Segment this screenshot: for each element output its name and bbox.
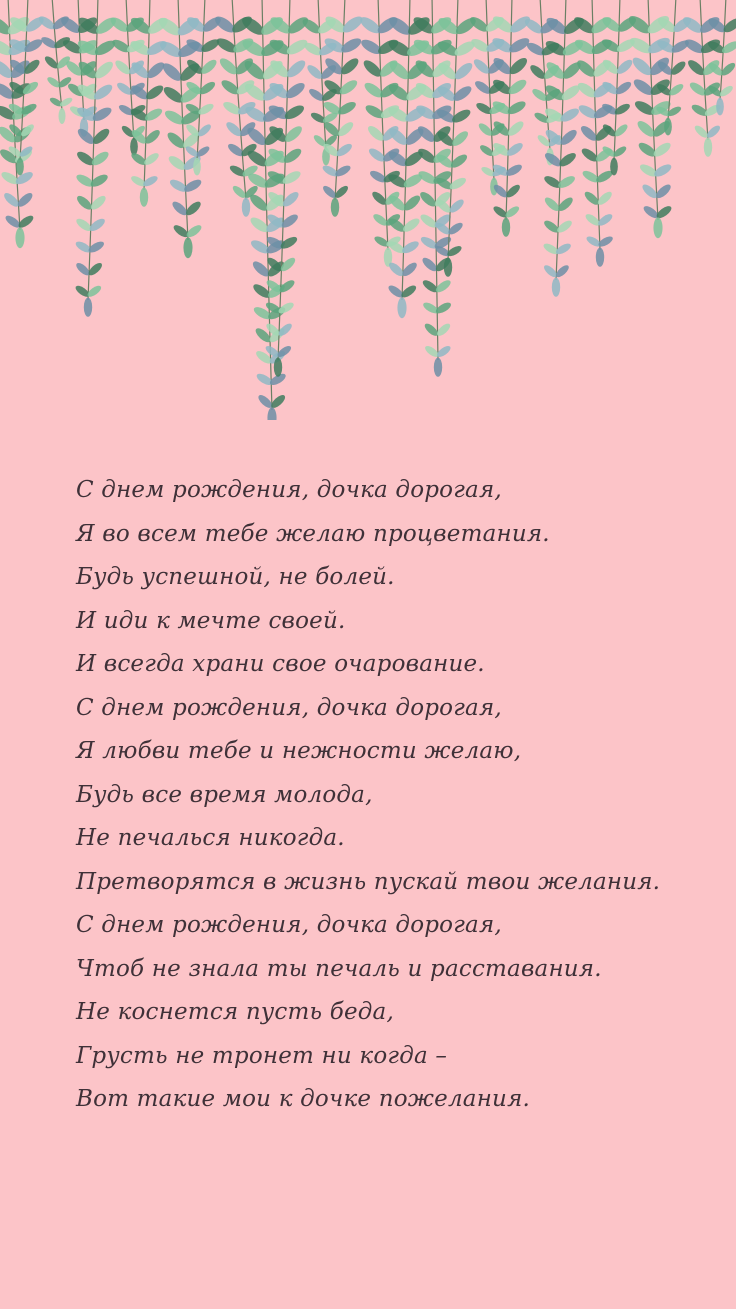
leaf-shape (267, 407, 276, 420)
branch-stem (592, 0, 600, 250)
poem-line: С днем рождения, дочка дорогая, (76, 477, 502, 503)
leaf-shape (704, 138, 712, 157)
leaf-shape (502, 218, 510, 237)
leaf-shape (59, 108, 66, 124)
branch-stem (52, 0, 62, 110)
hanging-leaves-illustration (0, 0, 736, 420)
poem-line: С днем рождения, дочка дорогая, (76, 694, 502, 721)
leaf-shape (130, 138, 138, 156)
branch-stem (668, 0, 676, 120)
poem-line: И иди к мечте своей. (76, 607, 346, 634)
poem-line: С днем рождения, дочка дорогая, (76, 912, 502, 938)
leaf-shape (653, 217, 662, 238)
leaf-shape (716, 98, 724, 116)
leaf-shape (140, 188, 148, 207)
leaf-shape (397, 297, 406, 318)
leaf-shape (16, 158, 24, 176)
poem-line: Грусть не тронет ни когда – (76, 1042, 448, 1069)
poem-line: И всегда храни свое очарование. (76, 651, 485, 677)
poem-line: Я любви тебе и нежности желаю, (76, 738, 522, 764)
leaf-branch (490, 0, 532, 237)
poem-line: Не коснется пусть беда, (76, 999, 394, 1025)
leaf-shape (331, 198, 339, 217)
leaf-branch (74, 0, 119, 317)
leaf-branch (321, 0, 365, 217)
leaf-branch (128, 0, 170, 207)
leaf-shape (242, 198, 250, 217)
leaf-shape (664, 118, 672, 136)
leaf-shape (84, 298, 92, 317)
leaf-branch (264, 0, 311, 377)
leaf-shape (434, 358, 442, 377)
poem-line: Претворятся в жизнь пускай твои желания. (76, 868, 661, 895)
poem-line: Будь все время молода, (76, 781, 373, 808)
poem-line: Чтоб не знала ты печаль и расставания. (76, 955, 602, 982)
poem-line: Будь успешной, не болей. (76, 564, 395, 590)
leaf-branch (706, 0, 736, 115)
leaf-shape (444, 258, 452, 277)
birthday-poem (76, 469, 726, 1122)
leaf-shape (193, 158, 201, 176)
leaf-shape (15, 227, 24, 248)
branch-stem (378, 0, 388, 250)
leaf-shape (183, 237, 192, 258)
poem-line: Вот такие мои к дочке пожелания. (76, 1086, 531, 1112)
leaf-branch (0, 0, 35, 248)
leaf-shape (274, 358, 282, 377)
poem-line: Я во всем тебе желаю процветания. (76, 520, 550, 547)
leaf-shape (610, 158, 618, 176)
leaf-shape (596, 248, 604, 267)
poem-line: Не печалься никогда. (76, 825, 345, 851)
leaf-shape (552, 278, 560, 297)
